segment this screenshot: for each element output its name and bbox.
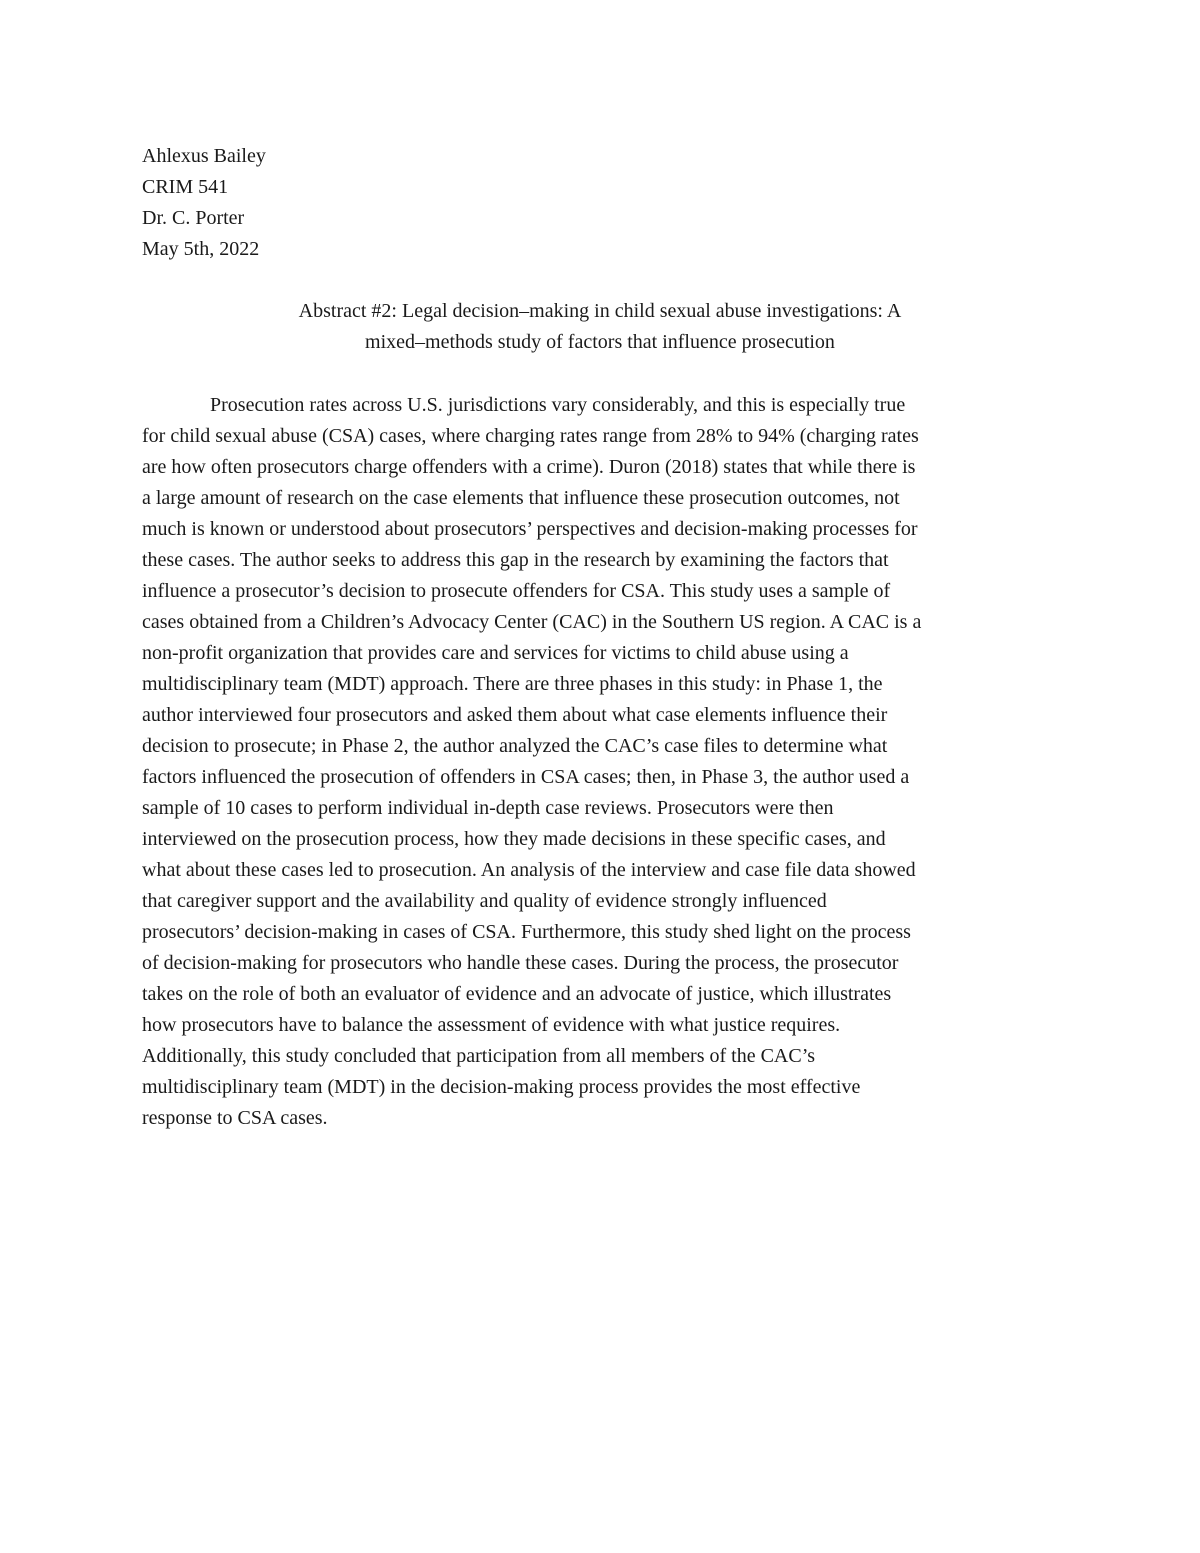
header-block	[142, 141, 1062, 265]
instructor-name: Dr. C. Porter	[142, 207, 245, 229]
body-line: are how often prosecutors charge offenders with a crime). Duron (2018) states that while there is	[142, 456, 916, 478]
submission-date: May 5th, 2022	[142, 238, 260, 260]
abstract-body	[142, 390, 1062, 1134]
body-line: prosecutors’ decision-making in cases of CSA. Furthermore, this study shed light on the process	[142, 921, 911, 943]
body-line: for child sexual abuse (CSA) cases, where charging rates range from 28% to 94% (charging rates	[142, 425, 919, 447]
body-line: much is known or understood about prosecutors’ perspectives and decision-making processes for	[142, 518, 918, 540]
body-line: takes on the role of both an evaluator of evidence and an advocate of justice, which illustrates	[142, 983, 892, 1005]
body-line: multidisciplinary team (MDT) approach. There are three phases in this study: in Phase 1, the	[142, 673, 883, 695]
abstract-title	[142, 296, 1058, 358]
body-line: non-profit organization that provides care and services for victims to child abuse using a	[142, 642, 849, 664]
body-line: response to CSA cases.	[142, 1107, 328, 1129]
body-line: decision to prosecute; in Phase 2, the author analyzed the CAC’s case files to determine what	[142, 735, 888, 757]
body-line: cases obtained from a Children’s Advocacy Center (CAC) in the Southern US region. A CAC is a	[142, 611, 922, 633]
body-line: interviewed on the prosecution process, how they made decisions in these specific cases, and	[142, 828, 886, 850]
body-line: a large amount of research on the case elements that influence these prosecution outcomes, not	[142, 487, 900, 509]
body-line: multidisciplinary team (MDT) in the decision-making process provides the most effective	[142, 1076, 861, 1098]
body-line: influence a prosecutor’s decision to prosecute offenders for CSA. This study uses a sample of	[142, 580, 891, 602]
student-name: Ahlexus Bailey	[142, 145, 266, 167]
title-line: Abstract #2: Legal decision–making in child sexual abuse investigations: A	[298, 300, 902, 322]
body-line: author interviewed four prosecutors and asked them about what case elements influence their	[142, 704, 888, 726]
body-line: that caregiver support and the availability and quality of evidence strongly influenced	[142, 890, 827, 912]
course-code: CRIM 541	[142, 176, 229, 198]
body-line: factors influenced the prosecution of offenders in CSA cases; then, in Phase 3, the author used a	[142, 766, 910, 788]
body-line: how prosecutors have to balance the assessment of evidence with what justice requires.	[142, 1014, 841, 1036]
body-line: what about these cases led to prosecution. An analysis of the interview and case file data showed	[142, 859, 916, 881]
body-line: these cases. The author seeks to address this gap in the research by examining the factors that	[142, 549, 889, 571]
body-line: sample of 10 cases to perform individual in-depth case reviews. Prosecutors were then	[142, 797, 834, 819]
body-line: of decision-making for prosecutors who handle these cases. During the process, the prosecutor	[142, 952, 899, 974]
body-line: Additionally, this study concluded that participation from all members of the CAC’s	[142, 1045, 816, 1067]
body-line: Prosecution rates across U.S. jurisdictions vary considerably, and this is especially true	[210, 394, 906, 416]
title-line: mixed–methods study of factors that influence prosecution	[365, 331, 835, 353]
